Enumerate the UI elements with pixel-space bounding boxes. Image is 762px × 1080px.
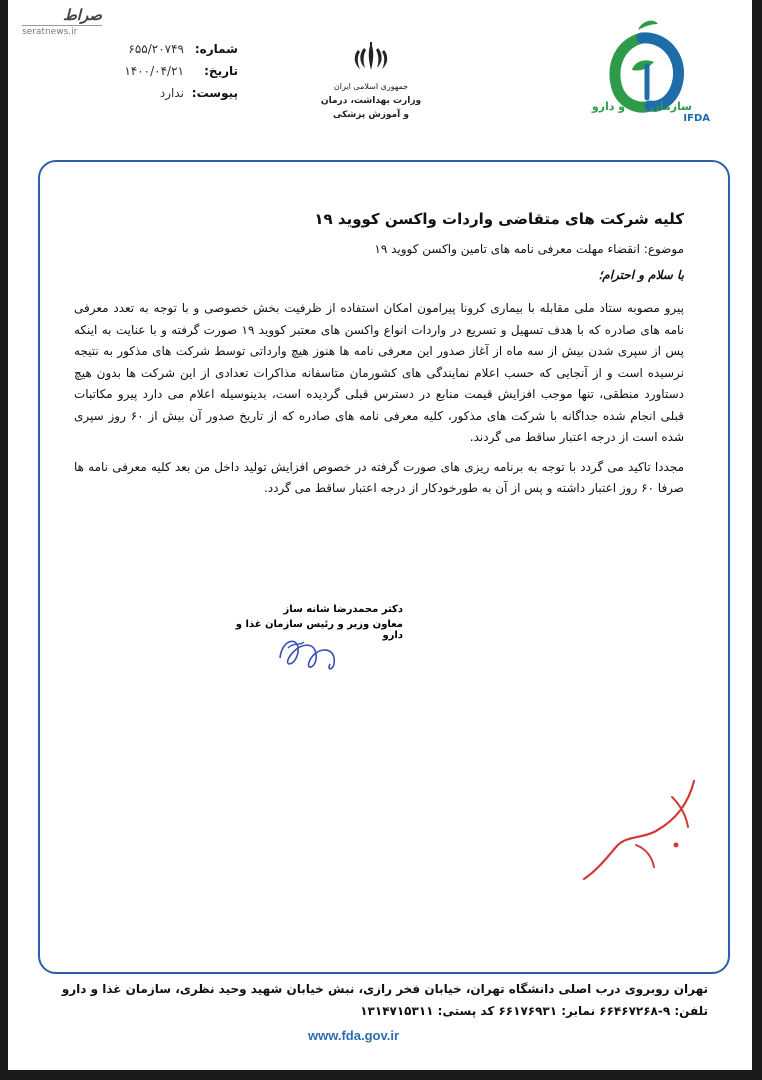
date-label: تاریخ: (204, 64, 238, 78)
letter-meta (88, 38, 238, 104)
letter-paragraph-1: پیرو مصوبه ستاد ملی مقابله با بیماری کرونا پیرامون امکان استفاده از ظرفیت بخش خصوصی و با توجه به تعدد معرفی نامه های صادره که با هدف تسهیل و تسریع در واردات انواع واکسن های معتبر کووید ۱۹ صورت گرفته و با عنایت به اینکه پس از سپری شدن بیش از سه ماه از آغاز صدور این معرفی نامه ها هنوز هیچ وارداتی توسط شرکت های مذکور به نتیجه نرسیده است و از آنجایی که حسب اعلام نمایندگی های کشورمان متاسفانه مذاکرات تعدادی از این شرکت ها بدون هیچ دستاورد منطقی، تنها موجب افزایش قیمت منابع در دسترس قبلی گردیده است، بدینوسیله اعلام می دارد پیرو مکاتبات قبلی انجام شده جداگانه با شرکت های مذکور، کلیه معرفی نامه های صادره که از تاریخ صدور آن بیش از ۶۰ روز سپری شده است از درجه اعتبار ساقط می گردند. (74, 301, 685, 444)
handwritten-annotation (576, 775, 706, 885)
letter-body (74, 210, 684, 508)
ministry-line3: و آموزش پزشکی (333, 110, 409, 120)
attachment-label: پیوست: (191, 86, 238, 100)
letter-title: کلیه شرکت های متقاضی واردات واکسن کووید ۱۹ (314, 210, 684, 228)
footer-address: تهران روبروی درب اصلی دانشگاه تهران، خیابان فخر رازی، نبش خیابان شهید وحید نظری، سازمان غذا و دارو (61, 982, 708, 996)
attachment-value: ندارد (159, 86, 184, 100)
number-value: ۶۵۵/۲۰۷۴۹ (128, 42, 184, 56)
ministry-line2: وزارت بهداشت، درمان (320, 96, 422, 106)
ifda-name-fa: سازمان غذا و دارو (591, 100, 692, 113)
letter-page (8, 0, 752, 1070)
ifda-name-en: IFDA (683, 113, 710, 124)
watermark-url: seratnews.ir (22, 27, 78, 37)
date-value: ۱۴۰۰/۰۴/۲۱ (124, 64, 184, 78)
watermark-brand: صراط (62, 6, 102, 24)
ministry-header (316, 40, 426, 122)
signatory-name: دکتر محمدرضا شانه ساز (283, 604, 403, 615)
letter-footer (48, 978, 708, 1022)
ministry-line1: جمهوری اسلامی ایران (333, 82, 409, 91)
footer-website-link[interactable]: www.fda.gov.ir (308, 1028, 400, 1043)
footer-contact: تلفن: ۹-۶۶۴۶۷۲۶۸ نمابر: ۶۶۱۷۶۹۳۱ کد پستی: ۱۳۱۴۷۱۵۳۱۱ (360, 1004, 708, 1018)
iran-emblem-icon (351, 40, 391, 76)
signatory-role: معاون وزیر و رئیس سازمان غذا و دارو (235, 619, 403, 641)
letter-greeting: با سلام و احترام؛ (598, 268, 684, 282)
handwritten-signature (270, 628, 350, 676)
letter-paragraph-2: مجددا تاکید می گردد با توجه به برنامه ریزی های صورت گرفته در خصوص افزایش تولید داخل من بعد کلیه معرفی نامه ها صرفا ۶۰ روز اعتبار داشته و پس از آن به طورخودکار از درجه اعتبار ساقط می گردد. (74, 459, 684, 495)
number-label: شماره: (194, 42, 238, 56)
letter-subject: موضوع: انقضاء مهلت معرفی نامه های تامین واکسن کووید ۱۹ (374, 242, 684, 256)
watermark (22, 6, 102, 37)
